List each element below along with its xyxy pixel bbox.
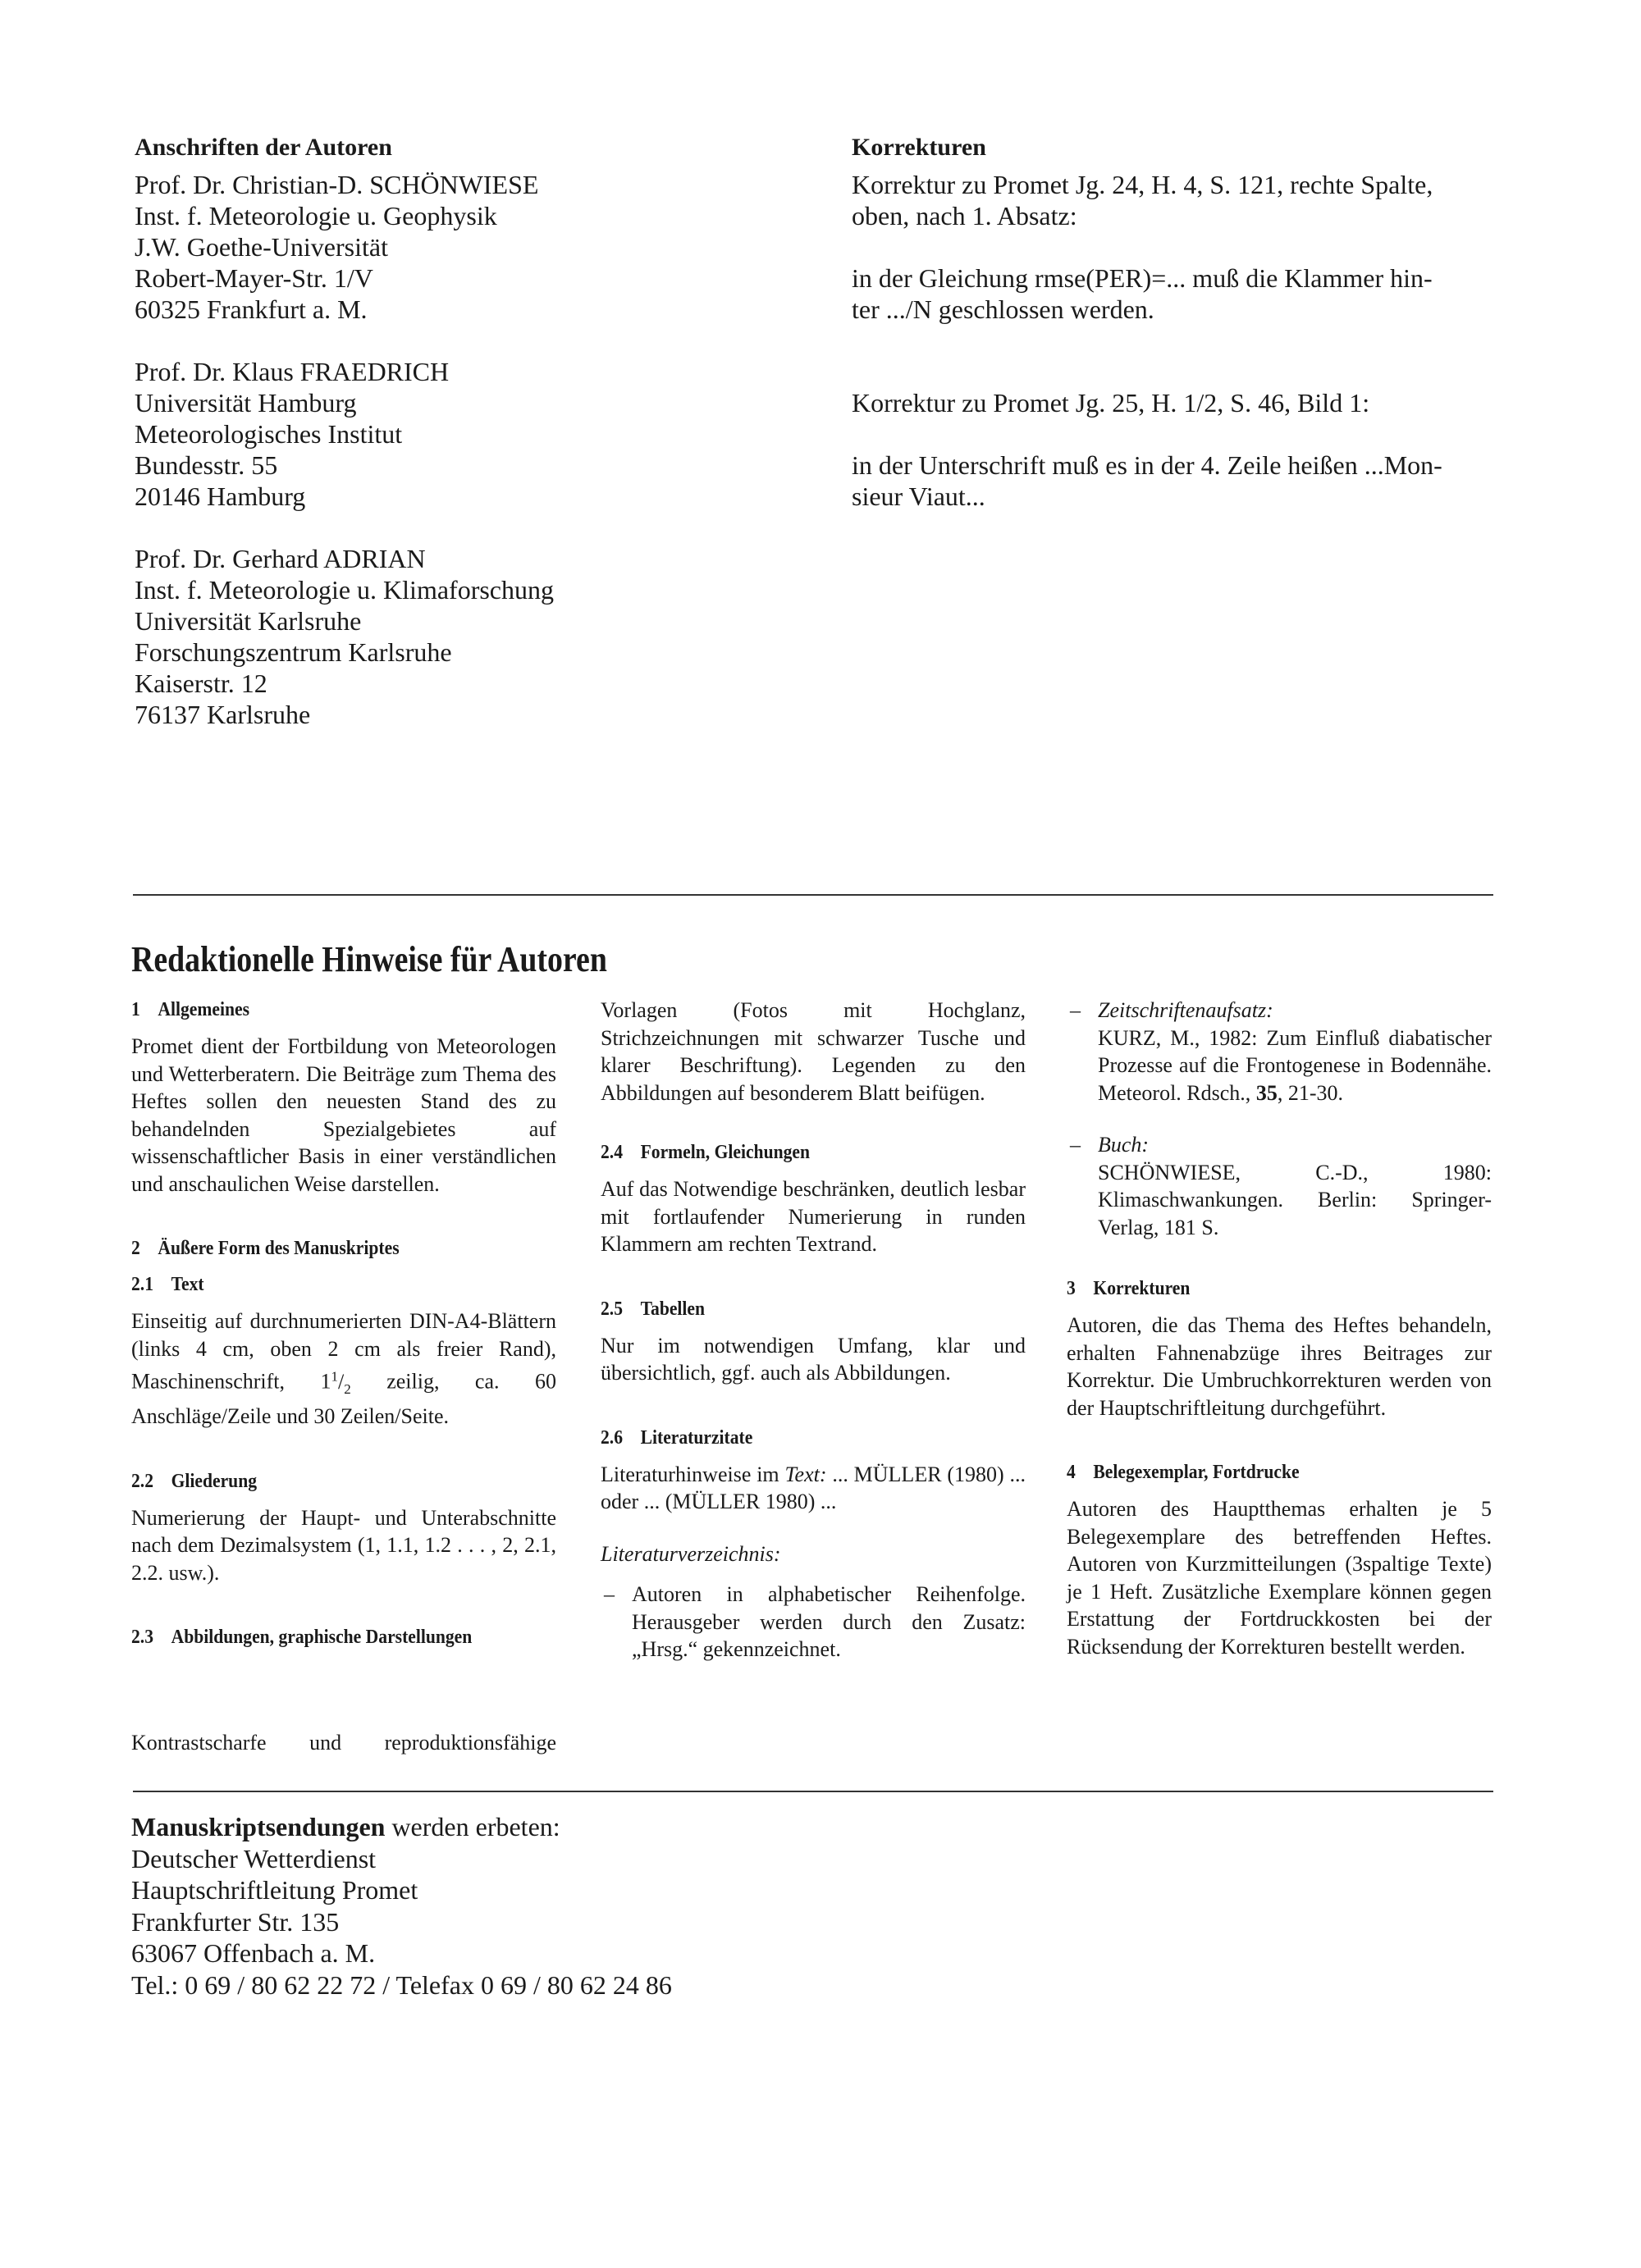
section-number: 1 (131, 999, 140, 1020)
address-line: Robert-Mayer-Str. 1/V (135, 263, 373, 293)
address-line: 63067 Offenbach a. M. (131, 1938, 376, 1968)
address-line: Bundesstr. 55 (135, 450, 278, 480)
bibliography-item-1 (601, 1581, 1026, 1663)
section-number: 2.4 (601, 1142, 623, 1163)
section-heading-2-2 (131, 1468, 514, 1495)
section-title: Literaturzitate (640, 1426, 753, 1449)
address-line: Prof. Dr. Christian-D. SCHÖNWIESE (135, 170, 539, 199)
bibliography-text: Autoren in alphabetischer Reihenfolge. Herausgeber werden durch den Zusatz: „Hrsg.“ gekennzeichnet. (632, 1582, 1026, 1661)
section-text-1: Promet dient der Fortbildung von Meteorologen und Wetterberatern. Die Beiträge zum Thema des Heftes sollen den neuesten Stand des zu behandelnden Spezialgebietes auf wissenschaftlicher Basis in einer verständlichen und anschaulichen Weise darstellen. (131, 1034, 556, 1196)
correction-line: in der Unterschrift muß es in der 4. Zeile heißen ...Mon- (852, 450, 1442, 480)
correction-line: ter .../N geschlossen werden. (852, 294, 1154, 324)
section-title: Gliederung (171, 1470, 258, 1492)
authors-section (135, 131, 554, 761)
fraction-whole: 1 (320, 1369, 331, 1394)
address-line: 60325 Frankfurt a. M. (135, 294, 368, 324)
text-span: KURZ, M., 1982: Zum Einfluß diabatischer Prozesse auf die Frontogenese in Bodennähe. Meteorol. Rdsch., (1098, 1025, 1492, 1105)
section-heading-2-3 (131, 1624, 514, 1650)
section-number: 2.1 (131, 1274, 153, 1295)
address-line: Deutscher Wetterdienst (131, 1843, 377, 1873)
section-title: Text (171, 1274, 204, 1295)
section-heading-2-6 (601, 1425, 983, 1451)
bibliography-label: Buch: (1098, 1133, 1150, 1157)
section-number: 2.2 (131, 1470, 153, 1492)
section-title: Abbildungen, graphische Darstellungen (171, 1627, 473, 1649)
contact-line: Tel.: 0 69 / 80 62 22 72 / Telefax 0 69 / 80 62 24 86 (131, 1969, 672, 2000)
dash-bullet: – (604, 1582, 615, 1606)
section-heading-2-1 (131, 1271, 514, 1298)
address-line: 20146 Hamburg (135, 481, 306, 511)
correction-2 (852, 387, 1442, 418)
author-address-1 (135, 169, 554, 325)
text-span: Einseitig auf durchnumerierten DIN-A4-Blättern (links 4 cm, oben 2 cm als freier Rand), Maschinenschrift, (131, 1309, 556, 1394)
fraction: $^1/_2$ (331, 1368, 351, 1397)
dash-bullet: – (1070, 998, 1081, 1022)
section-text-2-1 (131, 1307, 556, 1431)
address-line: Universität Hamburg (135, 388, 357, 418)
correction-1 (852, 169, 1442, 231)
address-line: Universität Karlsruhe (135, 606, 362, 636)
address-line: Inst. f. Meteorologie u. Geophysik (135, 201, 497, 230)
section-number: 2 (131, 1238, 140, 1259)
correction-2-detail (852, 449, 1442, 512)
section-heading-2 (131, 1235, 514, 1262)
section-text-2-3-line: Kontrastscharfe und reproduktionsfähige (131, 1731, 556, 1755)
section-number: 2.3 (131, 1627, 153, 1649)
submission-address (131, 1811, 672, 2001)
section-text-2-3: Vorlagen (Fotos mit Hochglanz, Strichzeichnungen mit schwarzer Tusche und klarer Beschriftung). Legenden zu den Abbildungen auf besonderem Blatt beifügen. (601, 998, 1026, 1105)
correction-line: in der Gleichung rmse(PER)=... muß die Klammer hin- (852, 263, 1433, 293)
address-line: Hauptschriftleitung Promet (131, 1875, 418, 1905)
section-title: Äußere Form des Manuskriptes (158, 1238, 400, 1259)
section-title: Formeln, Gleichungen (640, 1142, 810, 1163)
submission-heading-rest: werden erbeten: (385, 1812, 560, 1841)
section-number: 2.6 (601, 1426, 623, 1449)
corrections-section (852, 131, 1442, 512)
address-line: 76137 Karlsruhe (135, 700, 311, 729)
bibliography-reference: SCHÖNWIESE, C.-D., 1980: Klimaschwankungen. Berlin: Springer-Verlag, 181 S. (1098, 1160, 1492, 1239)
section-number: 2.5 (601, 1298, 623, 1320)
guidelines-column-3 (1067, 997, 1492, 1660)
section-text-3: Autoren, die das Thema des Heftes behandeln, erhalten Fahnenabzüge ihres Beitrages zur Korrektur. Die Umbruchkorrekturen werden von der Hauptschriftleitung durchgeführt. (1067, 1313, 1492, 1420)
section-text-2-5: Nur im notwendigen Umfang, klar und übersichtlich, ggf. auch als Abbildungen. (601, 1333, 1026, 1385)
text-span: , 21-30. (1277, 1080, 1343, 1105)
guidelines-column-1 (131, 997, 556, 1660)
section-text-2-3-start (131, 1729, 556, 1759)
text-span: ... MÜLLER (1980) ... oder ... (MÜLLER 1980) ... (601, 1462, 1026, 1513)
section-title: Tabellen (640, 1298, 706, 1320)
bibliography-item-3 (1067, 1131, 1492, 1241)
volume-number: 35 (1255, 1080, 1278, 1105)
correction-line: Korrektur zu Promet Jg. 25, H. 1/2, S. 46, Bild 1: (852, 388, 1370, 418)
address-line: J.W. Goethe-Universität (135, 232, 388, 262)
section-heading-4 (1067, 1459, 1449, 1485)
submission-heading-bold: Manuskriptsendungen (131, 1812, 386, 1841)
fraction-denominator: 2 (344, 1380, 351, 1397)
correction-line: oben, nach 1. Absatz: (852, 201, 1077, 230)
address-line: Inst. f. Meteorologie u. Klimaforschung (135, 575, 554, 605)
bibliography-label: Literaturverzeichnis: (601, 1541, 781, 1566)
section-text-2-2: Numerierung der Haupt- und Unterabschnitte nach dem Dezimalsystem (1, 1.1, 1.2 . . . , 2, 2.1, 2.2. usw.). (131, 1505, 556, 1585)
text-italic: Text: (784, 1462, 827, 1486)
fraction-numerator: 1 (331, 1368, 338, 1384)
submission-heading (131, 1811, 672, 1843)
section-heading-1 (131, 997, 514, 1023)
address-line: Forschungszentrum Karlsruhe (135, 637, 452, 667)
divider-bottom (133, 1791, 1493, 1792)
address-line: Meteorologisches Institut (135, 419, 403, 449)
author-address-2 (135, 356, 554, 512)
correction-line: sieur Viaut... (852, 481, 985, 511)
correction-line: Korrektur zu Promet Jg. 24, H. 4, S. 121, rechte Spalte, (852, 170, 1433, 199)
section-heading-2-4 (601, 1139, 983, 1166)
correction-1-detail (852, 262, 1442, 325)
section-number: 3 (1067, 1278, 1076, 1299)
section-title: Belegexemplar, Fortdrucke (1093, 1462, 1300, 1483)
text-span: zeilig, ca. 60 Anschläge/Zeile und 30 Zeilen/Seite. (131, 1369, 556, 1429)
address-line: Frankfurter Str. 135 (131, 1906, 340, 1937)
section-title: Allgemeines (158, 999, 249, 1020)
bibliography-label: Zeitschriftenaufsatz: (1098, 998, 1273, 1022)
authors-heading: Anschriften der Autoren (135, 134, 392, 161)
corrections-heading: Korrekturen (852, 134, 986, 161)
divider-top (133, 894, 1493, 896)
dash-bullet: – (1070, 1133, 1081, 1157)
text-span: Literaturhinweise im (601, 1462, 785, 1486)
author-address-3 (135, 543, 554, 730)
bibliography-item-2 (1067, 997, 1492, 1107)
section-title: Korrekturen (1093, 1278, 1191, 1299)
section-text-2-6 (601, 1461, 1026, 1516)
address-line: Prof. Dr. Klaus FRAEDRICH (135, 357, 450, 386)
section-text-2-4: Auf das Notwendige beschränken, deutlich lesbar mit fortlaufender Numerierung in runden Klammern am rechten Textrand. (601, 1177, 1026, 1256)
section-heading-3 (1067, 1275, 1449, 1302)
section-number: 4 (1067, 1462, 1076, 1483)
bibliography-reference (1098, 1024, 1492, 1107)
guidelines-title: Redaktionelle Hinweise für Autoren (131, 939, 607, 979)
address-line: Kaiserstr. 12 (135, 669, 267, 698)
guidelines-column-2 (601, 997, 1026, 1688)
section-heading-2-5 (601, 1296, 983, 1322)
address-line: Prof. Dr. Gerhard ADRIAN (135, 544, 426, 573)
section-text-4: Autoren des Hauptthemas erhalten je 5 Belegexemplare des betreffenden Heftes. Autoren von Kurzmitteilungen (3spaltige Texte) je 1 Heft. Zusätzliche Exemplare können gegen Erstattung der Fortdruckkosten bei der Rücksendung der Korrekturen bestellt werden. (1067, 1497, 1492, 1659)
